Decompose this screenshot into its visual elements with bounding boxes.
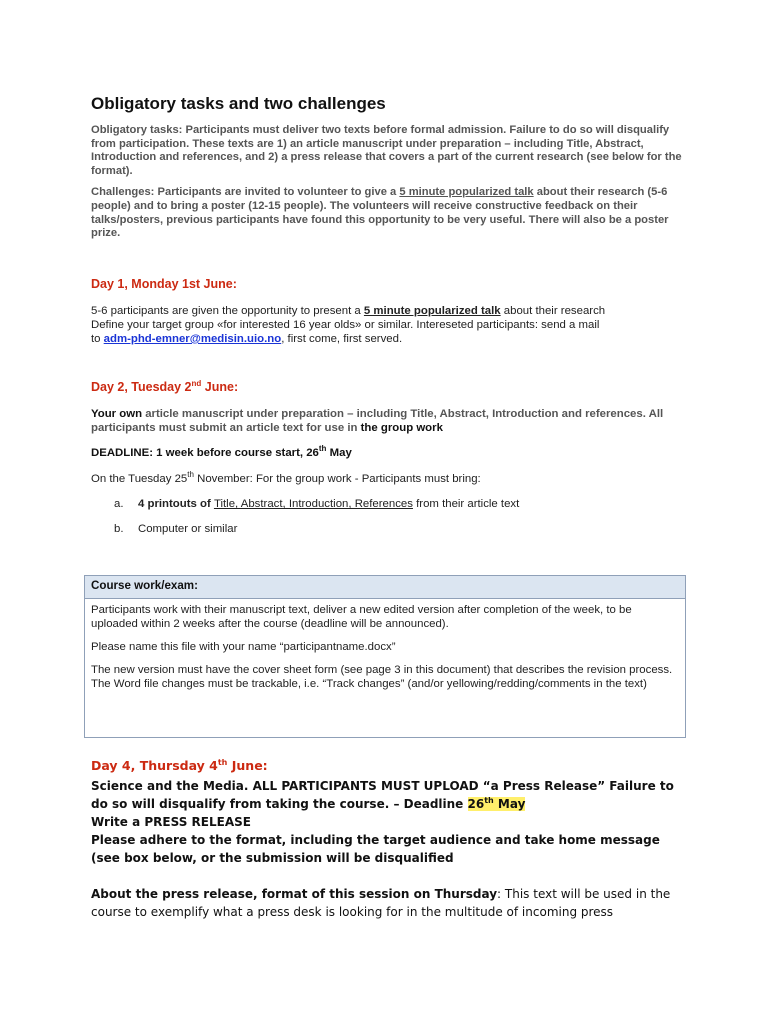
coursework-paragraph-3: The new version must have the cover sheet form (see page 3 in this document) that describes the revision process. The Word file changes must be trackable, i.e. “Track changes” (and/or yellowing/redding/comments in the text) [91,664,673,690]
coursework-paragraph-2: Please name this file with your name “participantname.docx” [91,641,396,653]
intro-section [91,124,691,241]
email-link[interactable]: adm-phd-emner@medisin.uio.no [103,333,282,345]
day1-line3-start: to [91,333,104,345]
day4-body [91,777,681,921]
day4-heading-text: Day 4, Thursday 4 [91,758,218,773]
deadline-end: May [326,447,352,459]
day1-body [91,304,691,346]
list-marker: b. [114,523,124,535]
list-item [114,498,519,510]
list-item-text: Computer or similar [138,523,238,535]
day1-line3-end: , first come, first served. [281,333,403,345]
deadline-sup: th [318,444,327,454]
day2-heading-text: Day 2, Tuesday 2 [91,380,192,394]
tuesday-end: November: For the group work - Participants must bring: [193,473,481,485]
popularized-talk-underline: 5 minute popularized talk [399,186,534,199]
tuesday-text: On the Tuesday 25 [91,473,188,485]
tuesday-sup: th [187,470,194,480]
day2-task [91,407,691,435]
coursework-paragraph-1: Participants work with their manuscript text, deliver a new edited version after completion of the week, to be uploaded within 2 weeks after the course (deadline will be announced). [91,604,632,630]
day2-heading [91,380,238,394]
day4-write-press-release: Write a PRESS RELEASE [91,815,251,829]
day2-your-own: Your own [91,408,143,420]
day4-upload-text: Science and the Media. ALL PARTICIPANTS MUST UPLOAD “a Press Release” Failure to do so will disqualify from taking the course. [91,779,674,811]
day2-heading-end: June: [201,380,239,394]
page-title: Obligatory tasks and two challenges [91,94,386,113]
day4-about-press-release [91,885,681,921]
coursework-body [85,599,685,691]
day4-deadline-label: – Deadline [393,797,468,811]
day4-science-media [91,777,681,813]
day1-talk-underline: 5 minute popularized talk [363,305,501,317]
day1-line1-end: about their research [500,305,606,317]
challenges-paragraph [91,186,691,240]
day2-group-work: the group work [360,422,443,434]
list-item-underline: Title, Abstract, Introduction, References [213,498,413,510]
day4-deadline-highlight [468,797,526,811]
challenges-text-end: about their research (5-6 people) and to bring a poster (12-15 people). The volunteers will receive constructive feedback on their talks/posters, previous participants have found this opportunity to be very useful. There will also be a poster prize. [91,186,669,240]
day2-tuesday-line [91,472,691,486]
challenges-text-start: Challenges: Participants are invited to volunteer to give a [91,186,400,199]
list-marker: a. [114,498,124,510]
day2-task-paragraph [91,407,691,435]
coursework-header: Course work/exam: [85,576,685,599]
obligatory-tasks-paragraph: Obligatory tasks: Participants must deliver two texts before formal admission. Failure to do so will disqualify from participation. These texts are 1) an article manuscript under preparation – including Title, Abstract, Introduction and references, and 2) a press release that covers a part of the current research (see below for the format). [91,124,682,177]
day1-heading: Day 1, Monday 1st June: [91,277,237,291]
coursework-box [84,575,686,738]
day1-line3 [91,332,691,346]
list-item [114,523,237,535]
day2-heading-sup: nd [191,378,202,388]
day4-about-bold: About the press release, format of this session on Thursday [91,887,498,901]
day4-about-text: : This text will be used in the course to exemplify what a press desk is looking for in the multitude of incoming press [91,887,671,919]
day1-line1 [91,304,691,318]
day4-heading-sup: th [217,757,228,767]
day4-heading [91,758,268,773]
day1-line2: Define your target group «for interested 16 year olds» or similar. Intereseted participants: send a mail [91,319,600,331]
day4-deadline-sup: th [484,796,494,805]
day4-heading-end: June: [227,758,268,773]
list-item-bold: 4 printouts of [138,498,214,510]
day4-adhere-format: Please adhere to the format, including the target audience and take home message (see box below, or the submission will be disqualified [91,833,660,865]
day2-task-text: article manuscript under preparation – including Title, Abstract, Introduction and references. All participants must submit an article text for use in [91,408,664,434]
day4-deadline-month: May [493,797,526,811]
deadline-text: DEADLINE: 1 week before course start, 26 [91,447,319,459]
list-item-text: from their article text [412,498,520,510]
day1-line1-start: 5-6 participants are given the opportunity to present a [91,305,364,317]
day4-deadline-day: 26 [467,797,485,811]
day2-deadline [91,446,691,460]
